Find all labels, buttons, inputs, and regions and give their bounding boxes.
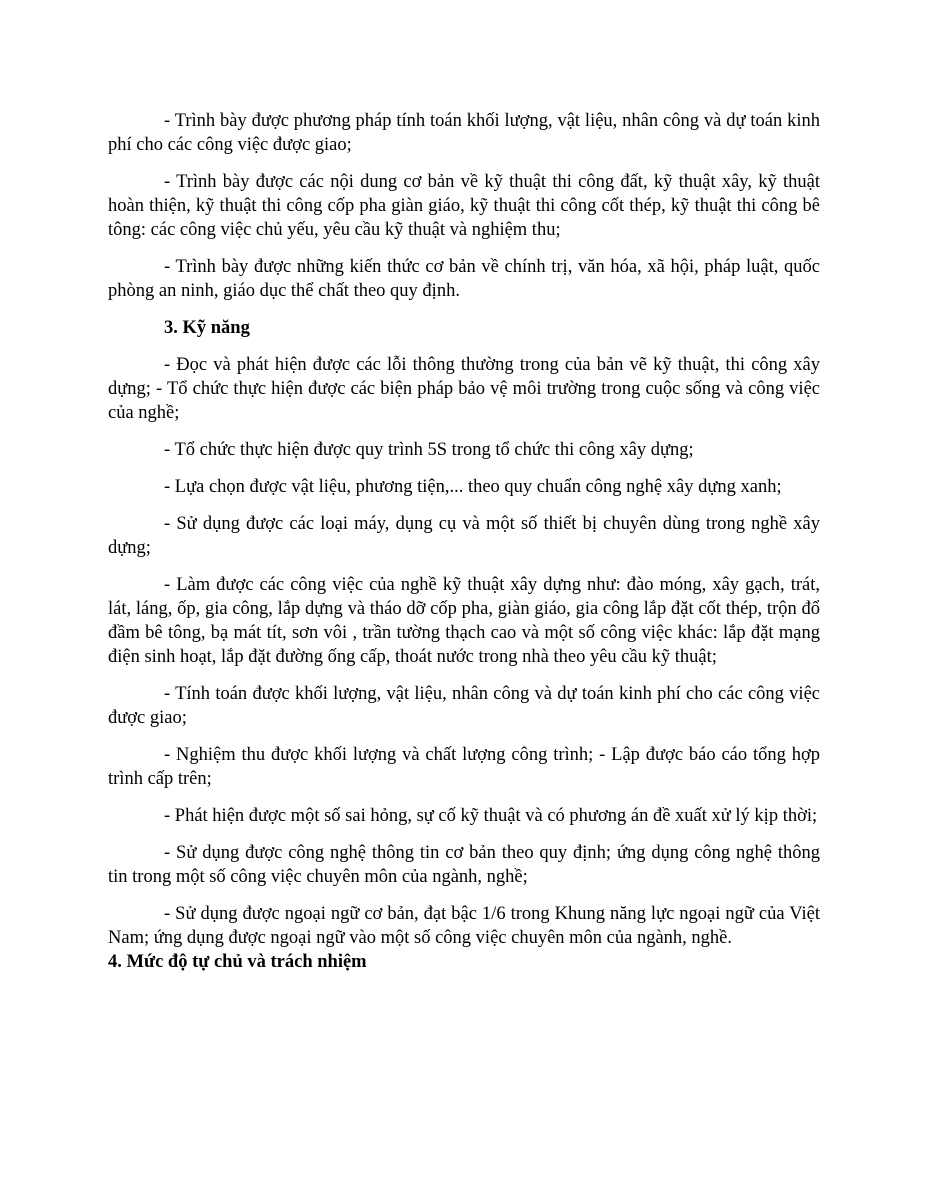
paragraph: - Trình bày được những kiến thức cơ bản về chính trị, văn hóa, xã hội, pháp luật, quốc phòng an ninh, giáo dục thể chất theo quy định. bbox=[108, 257, 820, 302]
section-heading-autonomy: 4. Mức độ tự chủ và trách nhiệm bbox=[108, 952, 367, 973]
section-heading-skills: 3. Kỹ năng bbox=[164, 318, 250, 339]
skill-item: - Tổ chức thực hiện được quy trình 5S trong tổ chức thi công xây dựng; bbox=[164, 440, 694, 461]
skill-item: - Làm được các công việc của nghề kỹ thuật xây dựng như: đào móng, xây gạch, trát, lát, láng, ốp, gia công, lắp dựng và tháo dỡ cốp pha, giàn giáo, gia công lắp đặt cốt thép, trộn đổ đầm bê tông, bạ mát tít, sơn vôi , trần tường thạch cao và một số công việc khác: lắp đặt mạng điện sinh hoạt, lắp đặt đường ống cấp, thoát nước trong nhà theo yêu cầu kỹ thuật; bbox=[108, 574, 820, 668]
skill-item: - Sử dụng được công nghệ thông tin cơ bản theo quy định; ứng dụng công nghệ thông tin trong một số công việc chuyên môn của ngành, nghề; bbox=[108, 843, 820, 888]
document-page bbox=[108, 109, 820, 975]
skill-item: - Đọc và phát hiện được các lỗi thông thường trong của bản vẽ kỹ thuật, thi công xây dựng; - Tổ chức thực hiện được các biện pháp bảo vệ môi trường trong cuộc sống và công việc của nghề; bbox=[108, 355, 820, 424]
paragraph: - Trình bày được các nội dung cơ bản về kỹ thuật thi công đất, kỹ thuật xây, kỹ thuật hoàn thiện, kỹ thuật thi công cốp pha giàn giáo, kỹ thuật thi công cốt thép, kỹ thuật thi công bê tông: các công việc chủ yếu, yêu cầu kỹ thuật và nghiệm thu; bbox=[108, 172, 820, 241]
skill-item: - Tính toán được khối lượng, vật liệu, nhân công và dự toán kinh phí cho các công việc được giao; bbox=[108, 684, 820, 729]
skill-item: - Lựa chọn được vật liệu, phương tiện,... theo quy chuẩn công nghệ xây dựng xanh; bbox=[164, 477, 782, 497]
skill-item: - Sử dụng được các loại máy, dụng cụ và một số thiết bị chuyên dùng trong nghề xây dựng; bbox=[108, 513, 820, 558]
paragraph: - Trình bày được phương pháp tính toán khối lượng, vật liệu, nhân công và dự toán kinh phí cho các công việc được giao; bbox=[108, 111, 820, 156]
skill-item: - Sử dụng được ngoại ngữ cơ bản, đạt bậc 1/6 trong Khung năng lực ngoại ngữ của Việt Nam; ứng dụng được ngoại ngữ vào một số công việc chuyên môn của ngành, nghề. bbox=[108, 904, 820, 949]
skill-item: - Nghiệm thu được khối lượng và chất lượng công trình; - Lập được báo cáo tổng hợp trình cấp trên; bbox=[108, 745, 820, 790]
skill-item: - Phát hiện được một số sai hỏng, sự cố kỹ thuật và có phương án đề xuất xử lý kịp thời; bbox=[164, 806, 818, 827]
